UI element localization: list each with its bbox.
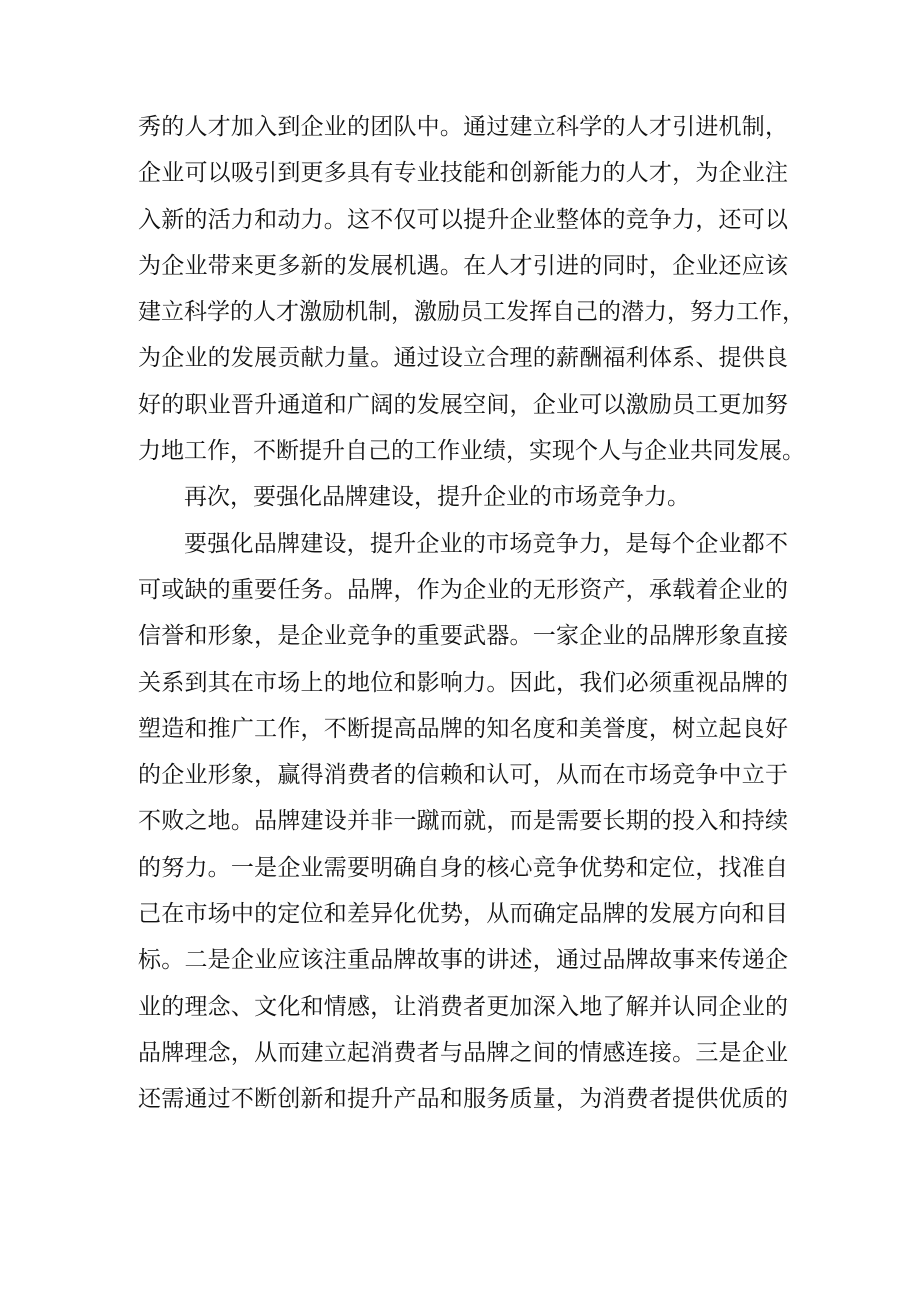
text-line: 还需通过不断创新和提升产品和服务质量，为消费者提供优质的 (138, 1086, 788, 1113)
text-line: 不败之地。品牌建设并非一蹴而就，而是需要长期的投入和持续 (138, 808, 788, 835)
text-line: 品牌理念，从而建立起消费者与品牌之间的情感连接。三是企业 (138, 1039, 788, 1066)
text-line: 秀的人才加入到企业的团队中。通过建立科学的人才引进机制， (138, 114, 788, 140)
paragraph-brand (138, 521, 788, 1123)
section-heading-text: 再次，要强化品牌建设，提升企业的市场竞争力。 (184, 484, 690, 511)
section-heading-brand (138, 474, 788, 520)
text-line: 塑造和推广工作，不断提高品牌的知名度和美誉度，树立起良好 (138, 715, 788, 742)
text-line: 关系到其在市场上的地位和影响力。因此，我们必须重视品牌的 (138, 669, 788, 696)
text-line: 企业可以吸引到更多具有专业技能和创新能力的人才，为企业注 (138, 160, 788, 187)
text-line: 的企业形象，赢得消费者的信赖和认可，从而在市场竞争中立于 (138, 762, 788, 789)
text-line: 可或缺的重要任务。品牌，作为企业的无形资产，承载着企业的 (138, 576, 788, 603)
paragraph-talent (138, 104, 805, 474)
text-line: 的努力。一是企业需要明确自身的核心竞争优势和定位，找准自 (138, 854, 788, 881)
text-line: 为企业的发展贡献力量。通过设立合理的薪酬福利体系、提供良 (138, 345, 788, 372)
text-line: 好的职业晋升通道和广阔的发展空间，企业可以激励员工更加努 (138, 391, 788, 418)
text-line: 信誉和形象，是企业竞争的重要武器。一家企业的品牌形象直接 (138, 623, 788, 650)
text-line: 建立科学的人才激励机制，激励员工发挥自己的潜力，努力工作， (138, 299, 805, 326)
text-line: 要强化品牌建设，提升企业的市场竞争力，是每个企业都不 (184, 530, 788, 557)
text-line: 标。二是企业应该注重品牌故事的讲述，通过品牌故事来传递企 (138, 947, 788, 974)
text-line: 己在市场中的定位和差异化优势，从而确定品牌的发展方向和目 (138, 901, 788, 928)
text-line: 力地工作，不断提升自己的工作业绩，实现个人与企业共同发展。 (138, 438, 805, 465)
text-line: 入新的活力和动力。这不仅可以提升企业整体的竞争力，还可以 (138, 206, 788, 233)
text-line: 为企业带来更多新的发展机遇。在人才引进的同时，企业还应该 (138, 252, 788, 279)
text-line: 业的理念、文化和情感，让消费者更加深入地了解并认同企业的 (138, 993, 788, 1020)
document-body (138, 104, 805, 1123)
